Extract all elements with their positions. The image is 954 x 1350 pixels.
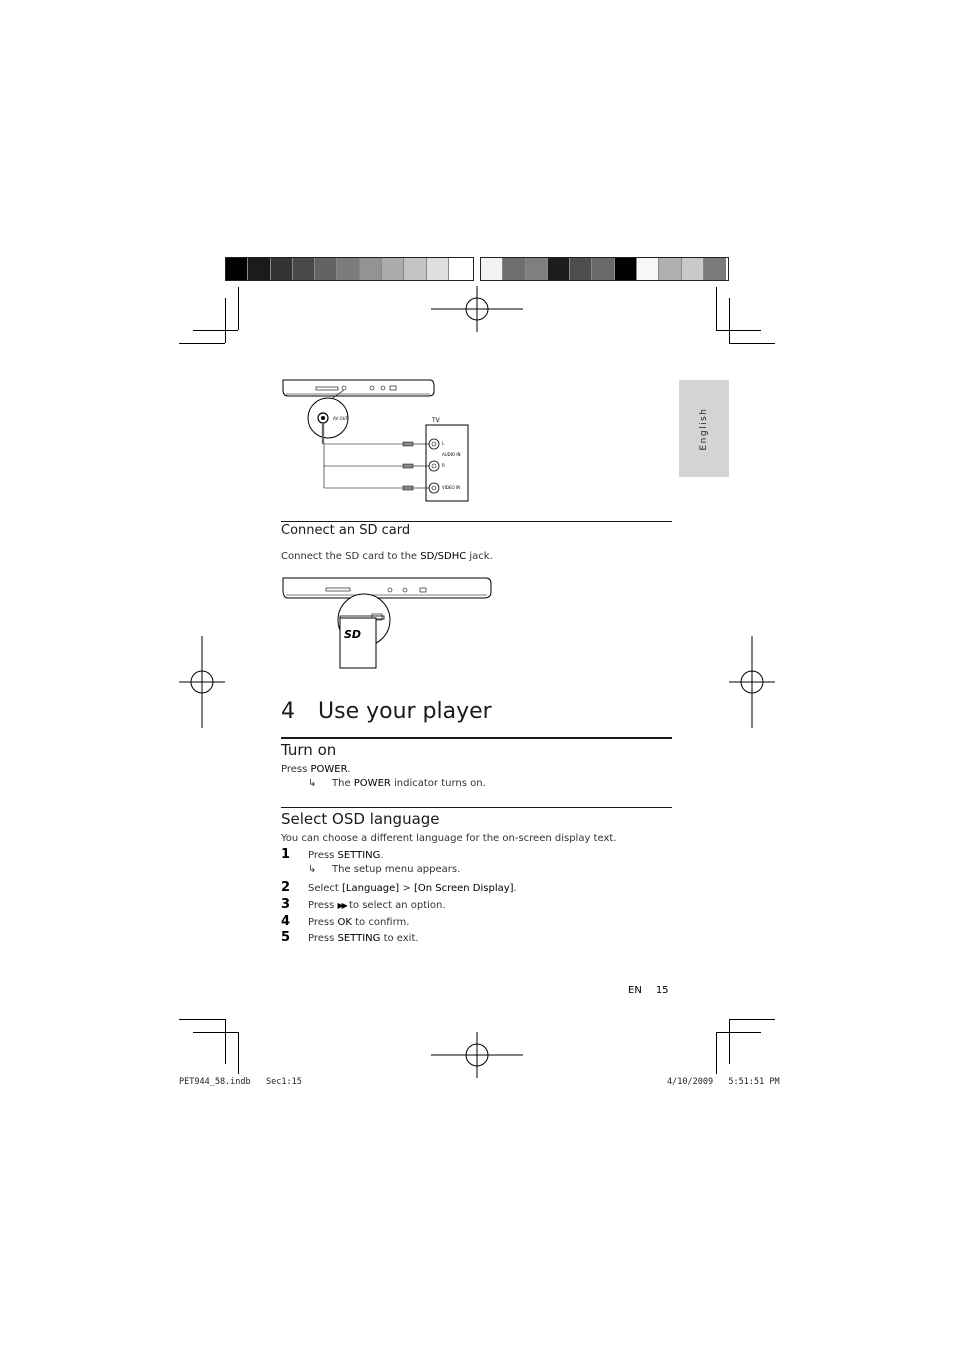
color-swatch <box>449 258 471 280</box>
step-result: The setup menu appears. <box>332 864 461 875</box>
result-arrow-icon: ↳ <box>308 778 317 789</box>
print-slug-left: PET944_58.indb Sec1:15 <box>179 1077 302 1087</box>
turn-on-result: The POWER indicator turns on. <box>332 778 486 789</box>
step-text: Select [Language] > [On Screen Display]. <box>308 883 517 894</box>
color-bar-left <box>225 257 474 281</box>
page-number: 15 <box>655 985 669 996</box>
color-swatch <box>548 258 570 280</box>
jack-l-label: L <box>442 441 445 446</box>
step-text: Press ▶▶ to select an option. <box>308 900 446 911</box>
video-in-label: VIDEO IN <box>442 485 461 490</box>
chapter-rule <box>281 737 672 739</box>
step-number: 4 <box>281 914 291 929</box>
color-swatch <box>592 258 614 280</box>
color-swatch <box>226 258 248 280</box>
av-out-label: AV OUT <box>333 416 349 421</box>
section-rule-osd <box>281 807 672 808</box>
color-swatch <box>570 258 592 280</box>
av-connection-diagram <box>280 378 472 504</box>
step-number: 1 <box>281 847 291 862</box>
step-number: 2 <box>281 880 291 895</box>
color-swatch <box>404 258 426 280</box>
footer-lang: EN <box>628 985 642 996</box>
turn-on-heading: Turn on <box>281 741 337 759</box>
osd-intro: You can choose a different language for the on-screen display text. <box>281 833 617 844</box>
registration-mark-left <box>179 636 225 728</box>
side-tab-label: English <box>699 407 709 450</box>
step-text: Press SETTING to exit. <box>308 933 419 944</box>
sd-section-text: Connect the SD card to the SD/SDHC jack. <box>281 551 493 562</box>
color-swatch <box>503 258 525 280</box>
forward-icon: ▶▶ <box>337 901 346 910</box>
tv-label: TV <box>432 417 440 424</box>
turn-on-instruction: Press POWER. <box>281 764 351 775</box>
step-text: Press SETTING. <box>308 850 384 861</box>
result-arrow-icon: ↳ <box>308 864 317 875</box>
osd-heading: Select OSD language <box>281 810 440 828</box>
color-swatch <box>382 258 404 280</box>
step-text: Press OK to confirm. <box>308 917 410 928</box>
color-swatch <box>337 258 359 280</box>
sd-section-heading: Connect an SD card <box>281 523 411 538</box>
section-rule-sd <box>281 521 672 522</box>
language-side-tab <box>679 380 729 477</box>
registration-mark-bottom <box>431 1032 523 1078</box>
color-swatch <box>360 258 382 280</box>
page-footer <box>628 985 669 996</box>
registration-mark-top <box>431 286 523 332</box>
jack-r-label: R <box>442 463 445 468</box>
color-swatch <box>526 258 548 280</box>
color-swatch <box>682 258 704 280</box>
color-swatch <box>615 258 637 280</box>
color-swatch <box>315 258 337 280</box>
color-swatch <box>293 258 315 280</box>
registration-mark-right <box>729 636 775 728</box>
color-swatch <box>271 258 293 280</box>
color-swatch <box>481 258 503 280</box>
color-swatch <box>659 258 681 280</box>
color-swatch <box>637 258 659 280</box>
color-swatch <box>427 258 449 280</box>
sd-logo: SD <box>344 628 362 641</box>
sd-card-diagram <box>280 576 494 670</box>
step-number: 5 <box>281 930 291 945</box>
chapter-title: Use your player <box>318 699 492 724</box>
chapter-number: 4 <box>281 699 295 724</box>
sd-jack-name: SD/SDHC <box>420 551 467 562</box>
audio-in-label: AUDIO IN <box>442 452 461 457</box>
color-bar-right <box>480 257 729 281</box>
print-slug-right: 4/10/2009 5:51:51 PM <box>667 1077 780 1087</box>
color-swatch <box>248 258 270 280</box>
color-swatch <box>704 258 726 280</box>
step-number: 3 <box>281 897 291 912</box>
